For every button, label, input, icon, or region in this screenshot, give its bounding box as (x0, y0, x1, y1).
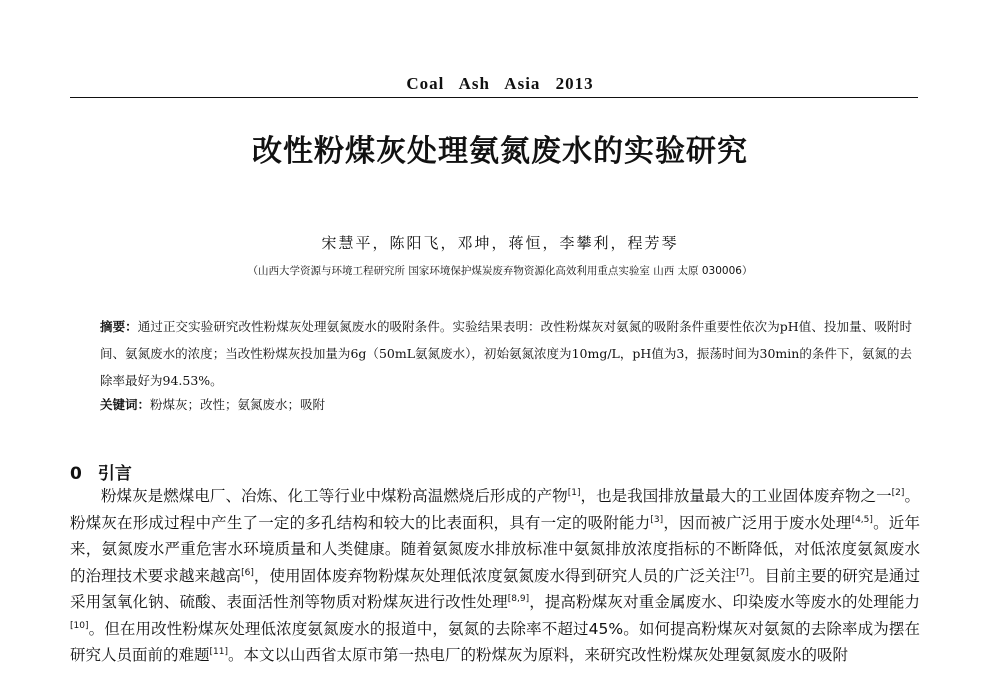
citation: [10] (70, 620, 89, 631)
citation: [1] (567, 487, 581, 498)
section-heading (70, 459, 132, 484)
body-text: ，因而被广泛用于废水处理 (663, 513, 852, 532)
affiliation: （山西大学资源与环境工程研究所 国家环境保护煤炭废弃物资源化高效利用重点实验室 山西 太原 030006） (247, 265, 753, 277)
author-list: 宋慧平，陈阳飞，邓坤，蒋恒，李攀利，程芳琴 (321, 234, 679, 252)
header-rule (70, 97, 918, 98)
body-text: ，也是我国排放量最大的工业固体废弃物之一 (580, 487, 892, 505)
journal-header: Coal Ash Asia 2013 (406, 74, 594, 93)
citation: [11] (209, 646, 228, 657)
section-title: 引言 (97, 464, 132, 484)
body-text: ，提高粉煤灰对重金属废水、印染废水等废水的处理能力 (529, 593, 920, 611)
keywords-text: 粉煤灰；改性；氨氮废水；吸附 (150, 397, 326, 412)
body-text: 。目前主要的研究是通过采用氢氧化钠、硫酸、表面活性剂等物质对粉煤灰进行改性处理 (70, 566, 920, 611)
body-text: 。粉煤灰在形成过程中产生了一定的多孔结构和较大的比表面积，具有一定的吸附能力 (70, 487, 920, 532)
citation: [6] (241, 567, 254, 578)
citation: [3] (650, 514, 664, 525)
abstract (100, 313, 912, 394)
citation: [8,9] (507, 593, 530, 604)
citation: [7] (736, 567, 749, 578)
keywords-label: 关键词： (100, 397, 151, 412)
body-text: 。本文以山西省太原市第一热电厂的粉煤灰为原料，来研究改性粉煤灰处理氨氮废水的吸附 (228, 646, 849, 664)
abstract-label: 摘要： (100, 319, 138, 334)
keywords (100, 395, 912, 413)
section-number: 0 (70, 464, 82, 484)
body-paragraph (70, 483, 920, 669)
body-text: 。近年来，氨氮废水严重危害水环境质量和人类健康。随着氨氮废水排放标准中氨氮排放浓度指标的不断降低，对低浓度氨氮废水的治理技术要求越来越高 (70, 513, 920, 585)
paper-title: 改性粉煤灰处理氨氮废水的实验研究 (252, 134, 748, 169)
abstract-text: 通过正交实验研究改性粉煤灰处理氨氮废水的吸附条件。实验结果表明：改性粉煤灰对氨氮的吸附条件重要性依次为pH值、投加量、吸附时间、氨氮废水的浓度；当改性粉煤灰投加量为6g（50mL氨氮废水），初始氨氮浓度为10mg/L，pH值为3，振荡时间为30min的条件下，氨氮的去除率最好为94.53%。 (100, 319, 912, 388)
citation: [4,5] (851, 514, 873, 525)
body-text: 粉煤灰是燃煤电厂、冶炼、化工等行业中煤粉高温燃烧后形成的产物 (101, 487, 568, 505)
citation: [2] (891, 487, 905, 498)
body-text: ，使用固体废弃物粉煤灰处理低浓度氨氮废水得到研究人员的广泛关注 (253, 566, 737, 585)
body-text: 。但在用改性粉煤灰处理低浓度氨氮废水的报道中，氨氮的去除率不超过45%。如何提高粉煤灰对氨氮的去除率成为摆在研究人员面前的难题 (70, 619, 920, 664)
